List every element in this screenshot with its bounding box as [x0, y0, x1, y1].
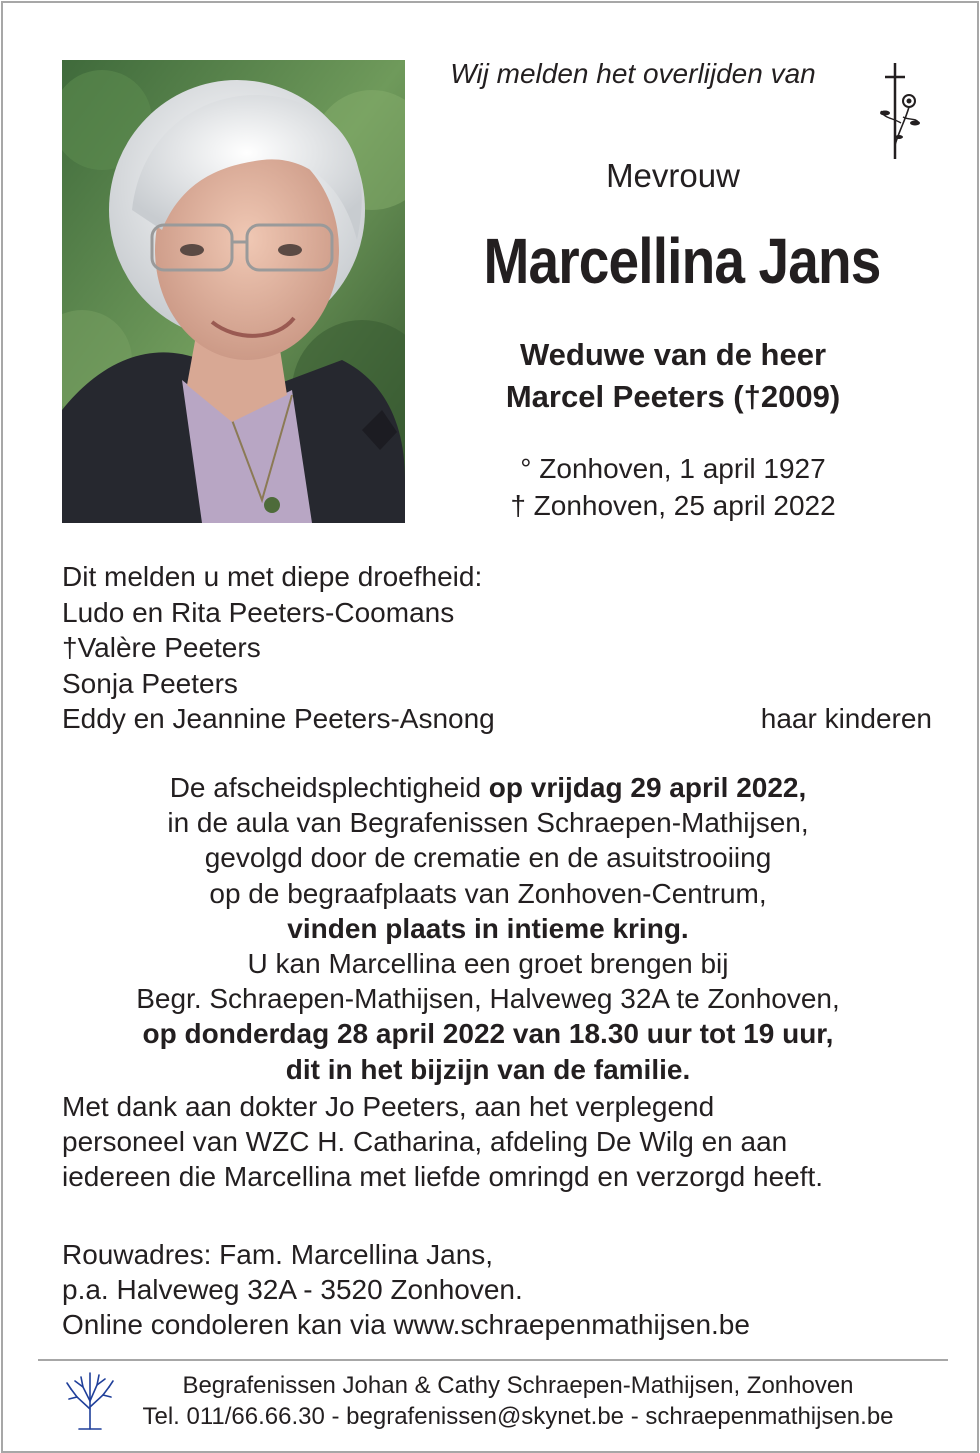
funeral-home-info — [123, 1370, 913, 1432]
ceremony-line-7: Begr. Schraepen-Mathijsen, Halveweg 32A te Zonhoven, — [136, 983, 840, 1015]
mourner-name: Eddy en Jeannine Peeters-Asnong — [62, 703, 495, 734]
ceremony-details — [43, 770, 933, 1087]
ceremony-line-3: gevolgd door de crematie en de asuitstrooiing — [204, 842, 772, 874]
ceremony-line-6: U kan Marcellina een groet brengen bij — [247, 948, 729, 980]
address-line: Online condoleren kan via www.schraepenmathijsen.be — [62, 1309, 750, 1340]
mourner-name: Ludo en Rita Peeters-Coomans — [62, 596, 455, 628]
death-date: † Zonhoven, 25 april 2022 — [510, 490, 836, 521]
ceremony-line-1-text: De afscheidsplechtigheid — [169, 772, 489, 803]
address-line: Rouwadres: Fam. Marcellina Jans, — [62, 1239, 494, 1270]
footer-divider — [38, 1359, 948, 1361]
visitation-time: op donderdag 28 april 2022 van 18.30 uur tot 19 uur, — [142, 1018, 834, 1050]
address-line: p.a. Halveweg 32A - 3520 Zonhoven. — [62, 1274, 523, 1305]
funeral-home-contact: Tel. 011/66.66.30 - begrafenissen@skynet.be - schraepenmathijsen.be — [142, 1403, 894, 1430]
thanks-line: Met dank aan dokter Jo Peeters, aan het verplegend — [62, 1091, 715, 1122]
mourner-name: †Valère Peeters — [62, 632, 261, 663]
ceremony-line-1 — [43, 770, 933, 805]
mourners-intro: Dit melden u met diepe droefheid: — [62, 561, 483, 592]
ceremony-line-8 — [43, 1016, 933, 1051]
mourner-name: Sonja Peeters — [62, 667, 238, 699]
mourning-address — [62, 1237, 942, 1342]
visitation-note: dit in het bijzijn van de familie. — [285, 1053, 691, 1085]
thanks-line: iedereen die Marcellina met liefde omringd en verzorgd heeft. — [62, 1161, 824, 1192]
funeral-home-name: Begrafenissen Johan & Cathy Schraepen-Mathijsen, Zonhoven — [182, 1372, 854, 1399]
ceremony-line-9 — [43, 1052, 933, 1087]
thanks-line: personeel van WZC H. Catharina, afdeling De Wilg en aan — [62, 1126, 788, 1157]
birth-date: ° Zonhoven, 1 april 1927 — [520, 453, 826, 484]
portrait-photo — [62, 60, 405, 523]
life-dates — [423, 450, 923, 524]
ceremony-line-5 — [43, 911, 933, 946]
intro-text: Wij melden het overlijden van — [450, 58, 816, 89]
tree-logo-icon — [65, 1369, 115, 1431]
relation-label: haar kinderen — [760, 703, 932, 734]
ceremony-line-4: op de begraafplaats van Zonhoven-Centrum, — [209, 877, 767, 909]
mourners-list — [62, 559, 932, 737]
ceremony-date: op vrijdag 29 april 2022, — [488, 772, 807, 803]
ceremony-line-2: in de aula van Begrafenissen Schraepen-Mathijsen, — [167, 807, 809, 839]
widow-line-2: Marcel Peeters (†2009) — [505, 379, 841, 414]
salutation: Mevrouw — [606, 157, 740, 194]
obituary-card — [1, 1, 979, 1453]
thanks-text — [62, 1089, 942, 1194]
ceremony-privacy: vinden plaats in intieme kring. — [287, 912, 689, 944]
widow-line-1: Weduwe van de heer — [519, 337, 827, 372]
widow-of — [423, 334, 923, 418]
cross-with-flower-icon — [875, 61, 925, 161]
deceased-name: Marcellina Jans — [483, 225, 881, 297]
